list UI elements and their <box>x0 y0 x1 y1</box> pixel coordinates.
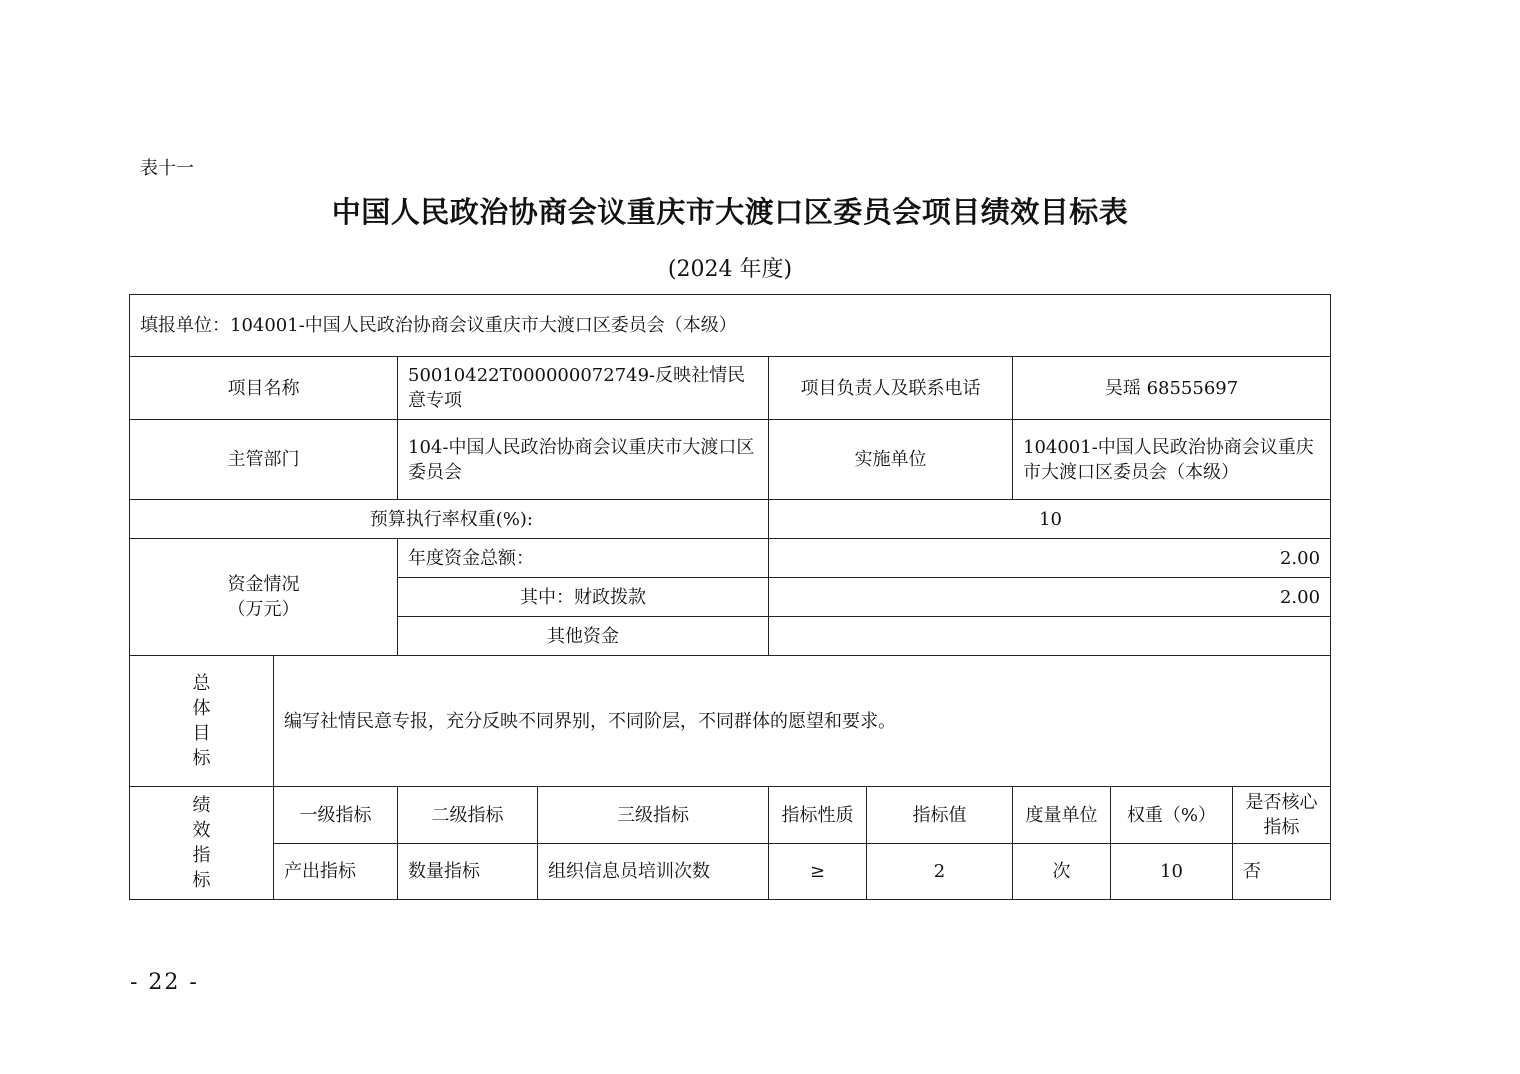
cell-level3: 组织信息员培训次数 <box>538 844 769 900</box>
header-nature: 指标性质 <box>769 787 867 844</box>
overall-goal-text: 编写社情民意专报，充分反映不同界别，不同阶层，不同群体的愿望和要求。 <box>274 656 1331 787</box>
overall-goal-char: 标 <box>192 748 211 769</box>
contact-value: 吴瑶 68555697 <box>1013 357 1331 420</box>
header-level2: 二级指标 <box>398 787 538 844</box>
perf-char: 效 <box>192 820 211 841</box>
dept-value: 104-中国人民政治协商会议重庆市大渡口区委员会 <box>398 420 769 500</box>
performance-indicator-label <box>130 787 274 900</box>
perf-char: 绩 <box>192 795 211 816</box>
reporting-unit: 填报单位：104001-中国人民政治协商会议重庆市大渡口区委员会（本级） <box>130 295 1331 357</box>
cell-value: 2 <box>867 844 1013 900</box>
dept-label: 主管部门 <box>130 420 398 500</box>
funds-label-line1: 资金情况 <box>227 574 300 595</box>
budget-weight-label: 预算执行率权重(%): <box>130 500 769 539</box>
fiscal-label: 其中：财政拨款 <box>398 578 769 617</box>
header-unit: 度量单位 <box>1013 787 1111 844</box>
performance-target-table <box>129 294 1331 900</box>
document-title: 中国人民政治协商会议重庆市大渡口区委员会项目绩效目标表 <box>331 195 1129 229</box>
funds-label-line2: （万元） <box>227 599 300 620</box>
cell-core: 否 <box>1233 844 1331 900</box>
overall-goal-char: 总 <box>192 673 211 694</box>
document-year: (2024 年度) <box>667 257 793 282</box>
header-value: 指标值 <box>867 787 1013 844</box>
project-name-value: 50010422T000000072749-反映社情民意专项 <box>398 357 769 420</box>
annual-total-value: 2.00 <box>769 539 1331 578</box>
overall-goal-char: 目 <box>192 723 211 744</box>
table-label: 表十一 <box>140 158 194 179</box>
perf-char: 指 <box>192 845 211 866</box>
cell-level2: 数量指标 <box>398 844 538 900</box>
perf-char: 标 <box>192 870 211 891</box>
project-name-label: 项目名称 <box>130 357 398 420</box>
cell-level1: 产出指标 <box>274 844 398 900</box>
other-funds-label: 其他资金 <box>398 617 769 656</box>
cell-nature: ≥ <box>769 844 867 900</box>
impl-label: 实施单位 <box>769 420 1013 500</box>
fiscal-value: 2.00 <box>769 578 1331 617</box>
header-level3: 三级指标 <box>538 787 769 844</box>
overall-goal-label <box>130 656 274 787</box>
impl-value: 104001-中国人民政治协商会议重庆市大渡口区委员会（本级） <box>1013 420 1331 500</box>
header-level1: 一级指标 <box>274 787 398 844</box>
header-core: 是否核心指标 <box>1233 787 1331 844</box>
overall-goal-char: 体 <box>192 698 211 719</box>
funds-label <box>130 539 398 656</box>
header-weight: 权重（%） <box>1111 787 1233 844</box>
contact-label: 项目负责人及联系电话 <box>769 357 1013 420</box>
table-row <box>130 844 1331 900</box>
cell-weight: 10 <box>1111 844 1233 900</box>
other-funds-value <box>769 617 1331 656</box>
annual-total-label: 年度资金总额： <box>398 539 769 578</box>
page-number: - 22 - <box>130 970 199 995</box>
cell-unit: 次 <box>1013 844 1111 900</box>
budget-weight-value: 10 <box>769 500 1331 539</box>
